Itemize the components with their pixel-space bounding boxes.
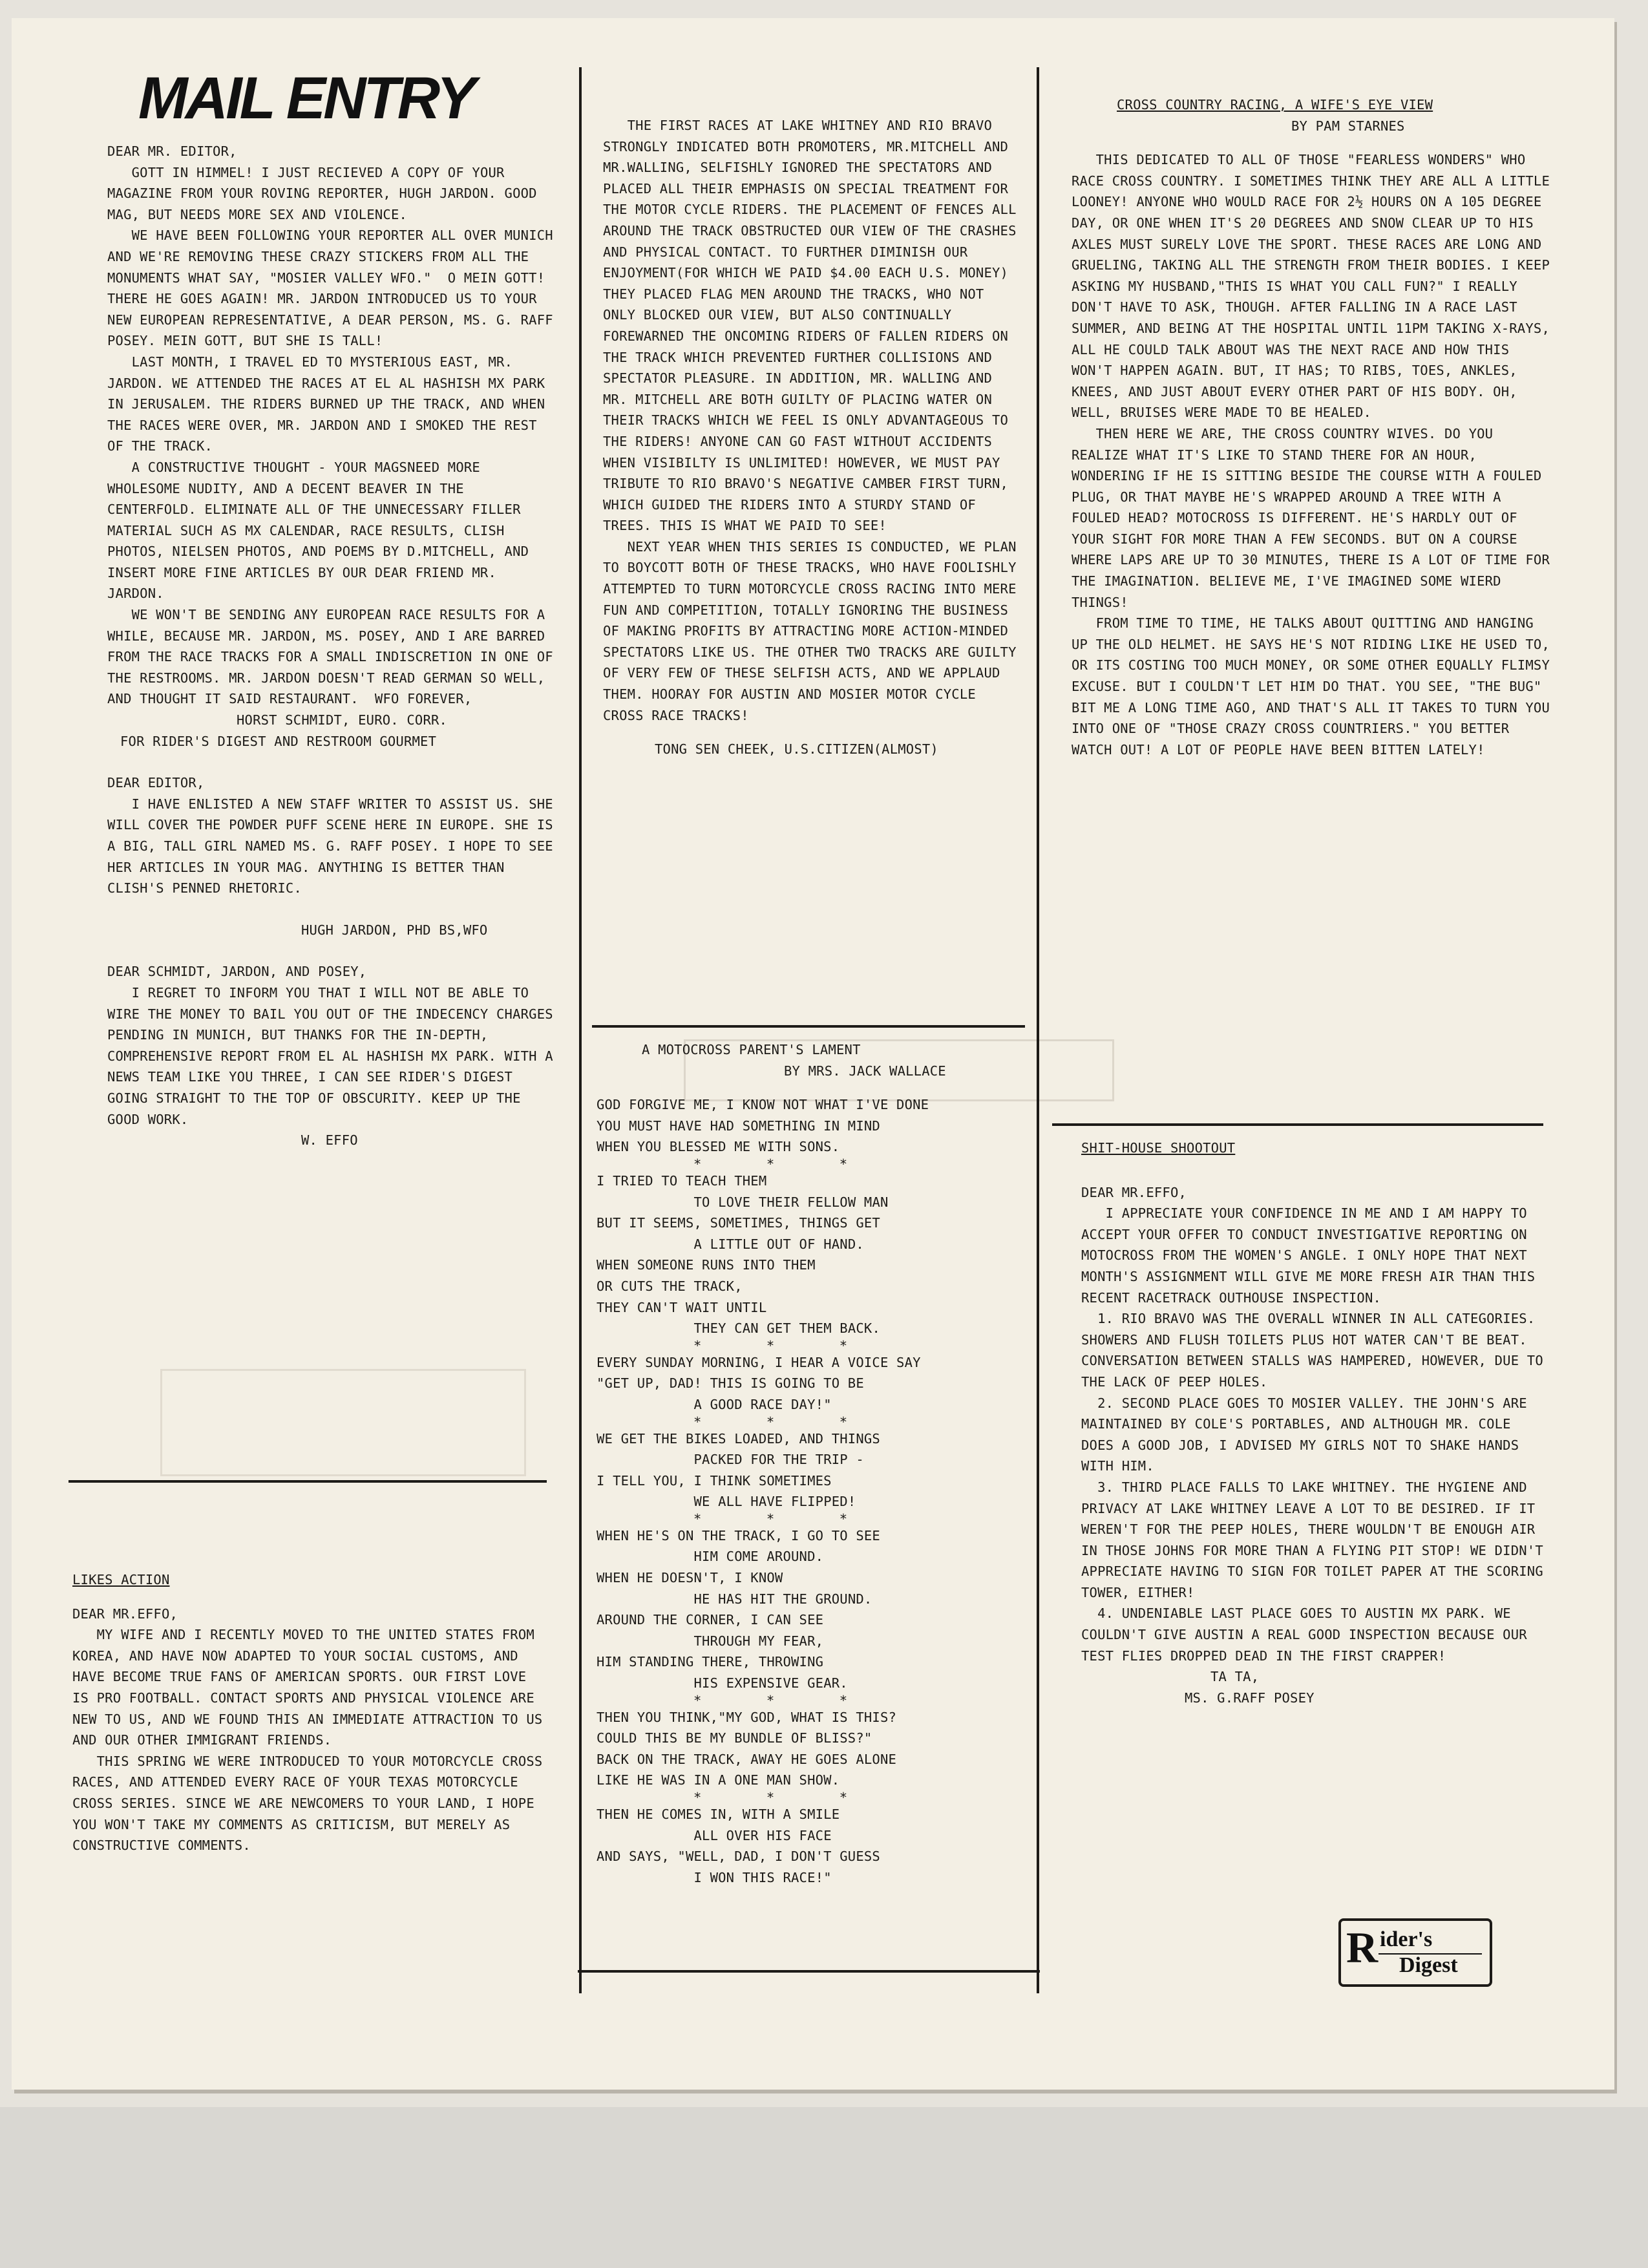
poem-line: I TRIED TO TEACH THEM — [597, 1172, 767, 1189]
poem-separator: * * * — [693, 1414, 848, 1430]
poem-line: AND SAYS, "WELL, DAD, I DON'T GUESS — [597, 1849, 880, 1865]
poem-separator: * * * — [693, 1790, 848, 1805]
right-column-lower — [1081, 1138, 1550, 1708]
section-divider — [1052, 1123, 1543, 1126]
article-shootout: DEAR MR.EFFO, I APPRECIATE YOUR CONFIDENCE IN ME AND I AM HAPPY TO ACCEPT YOUR OFFER TO CONDUCT INVESTIGATIVE REPORTING ON MOTOCROSS FROM THE WOMEN'S ANGLE. I ONLY HOPE THAT NEXT MONTH'S ASSIGNMENT WILL GIVE ME MORE FRESH AIR THAN THIS RECENT RACETRACK OUTHOUSE INSPECTION. 1. RIO BRAVO WAS THE OVERALL WINNER IN ALL CATEGORIES. SHOWERS AND FLUSH TOILETS PLUS HOT WATER CAN'T BE BEAT. CONVERSATION BETWEEN STALLS WAS HAMPERED, HOWEVER, DUE TO THE LACK OF PEEP HOLES. 2. SECOND PLACE GOES TO MOSIER VALLEY. THE JOHN'S ARE MAINTAINED BY COLE'S PORTABLES, AND ALTHOUGH MR. COLE DOES A GOOD JOB, I ADVISED MY GIRLS NOT TO SHAKE HANDS WITH HIM. 3. THIRD PLACE FALLS TO LAKE WHITNEY. THE HYGIENE AND PRIVACY AT LAKE WHITNEY LEAVE A LOT TO BE DESIRED. IF IT WEREN'T FOR THE PEEP HOLES, THERE WOULDN'T BE ENOUGH AIR IN THOSE JOHNS FOR MORE THAN A FLYING PIT STOP! WE DIDN'T APPRECIATE HAVING TO SIGN FOR TOILET PAPER AT THE SCORING TOWER, EITHER! 4. UNDENIABLE LAST PLACE GOES TO AUSTIN MX PARK. WE COULDN'T GIVE AUSTIN A REAL GOOD INSPECTION BECAUSE OUR TEST FLIES DROPPED DEAD IN THE FIRST CRAPPER! — [1081, 1184, 1543, 1664]
letter-likes-action: DEAR MR.EFFO, MY WIFE AND I RECENTLY MOVED TO THE UNITED STATES FROM KOREA, AND HAVE NOW ADAPTED TO YOUR SOCIAL CUSTOMS, AND HAVE BECOME TRUE FANS OF AMERICAN SPORTS. OUR FIRST LOVE IS PRO FOOTBALL. CONTACT SPORTS AND PHYSICAL VIOLENCE ARE NEW TO US, AND WE FOUND THIS AN IMMEDIATE ATTRACTION TO US AND OUR OTHER IMMIGRANT FRIENDS. THIS SPRING WE WERE INTRODUCED TO YOUR MOTORCYCLE CROSS RACES, AND ATTENDED EVERY RACE OF YOUR TEXAS MOTORCYCLE CROSS SERIES. SINCE WE ARE NEWCOMERS TO YOUR LAND, I HOPE YOU WON'T TAKE MY COMMENTS AS CRITICISM, BUT MERELY AS CONSTRUCTIVE COMMENTS. — [72, 1606, 543, 1854]
left-column-lower — [72, 1569, 547, 1856]
bleed-through-mark — [160, 1369, 526, 1476]
poem-line: OR CUTS THE TRACK, — [597, 1278, 743, 1294]
poem-line: PACKED FOR THE TRIP - — [597, 1452, 864, 1468]
section-divider — [69, 1480, 547, 1483]
masthead-title: MAIL ENTRY — [138, 65, 474, 131]
poem-line: I WON THIS RACE!" — [597, 1869, 832, 1885]
article-cross-country: THIS DEDICATED TO ALL OF THOSE "FEARLESS WONDERS" WHO RACE CROSS COUNTRY. I SOMETIMES THINK THEY ARE ALL A LITTLE LOONEY! ANYONE WHO WOULD RACE FOR 2½ HOURS ON A 105 DEGREE DAY, OR ONE WHEN IT'S 20 DEGREES AND SNOW CLEAR UP TO HIS AXLES MUST SURELY LOVE THE SPORT. THESE RACES ARE LONG AND GRUELING, TAKING ALL THE STRENGTH FROM THEIR BODIES. I KEEP ASKING MY HUSBAND,"THIS IS WHAT YOU CALL FUN?" I REALLY DON'T HAVE TO ASK, THOUGH. AFTER FALLING IN A RACE LAST SUMMER, AND BEING AT THE HOSPITAL UNTIL 11PM TAKING X-RAYS, ALL HE COULD TALK ABOUT WAS THE NEXT RACE AND HOW THIS WON'T HAPPEN AGAIN. BUT, IT HAS; TO RIBS, TOES, ANKLES, KNEES, AND JUST ABOUT EVERY OTHER PART OF HIS BODY. OH, WELL, BRUISES WERE MADE TO BE HEALED. THEN HERE WE ARE, THE CROSS COUNTRY WIVES. DO YOU REALIZE WHAT IT'S LIKE TO STAND THERE FOR AN HOUR, WONDERING IF HE IS SITTING BESIDE THE COURSE WITH A FOULED PLUG, OR THAT MAYBE HE'S WRAPPED AROUND A TREE WITH A FOULED HEAD? MOTOCROSS IS DIFFERENT. HE'S HARDLY OUT OF YOUR SIGHT FOR MORE THAN A FEW SECONDS. BUT ON A COURSE WHERE LAPS ARE UP TO 30 MINUTES, THERE IS A LOT OF TIME FOR THE IMAGINATION. BELIEVE ME, I'VE IMAGINED SOME WIERD THINGS! FROM TIME TO TIME, HE TALKS ABOUT QUITTING AND HANGING UP THE OLD HELMET. HE SAYS HE'S NOT RIDING LIKE HE USED TO, OR ITS COSTING TOO MUCH MONEY, OR SOME OTHER EQUALLY FLIMSY EXCUSE. BUT I COULDN'T LET HIM DO THAT. YOU SEE, "THE BUG" BIT ME A LONG TIME AGO, AND THAT'S ALL IT TAKES TO TURN YOU INTO ONE OF "THOSE CRAZY CROSS COUNTRIERS." YOU BETTER WATCH OUT! A LOT OF PEOPLE HAVE BEEN BITTEN LATELY! — [1072, 152, 1550, 758]
section-divider — [578, 1970, 1040, 1973]
poem-separator: * * * — [693, 1510, 848, 1527]
section-title-shit-house-shootout: SHIT-HOUSE SHOOTOUT — [1081, 1140, 1236, 1156]
column-divider — [1037, 67, 1039, 1993]
poem-line: AROUND THE CORNER, I CAN SEE — [597, 1612, 824, 1628]
poem-line: ALL OVER HIS FACE — [597, 1827, 832, 1843]
letter-signature: TONG SEN CHEEK, U.S.CITIZEN(ALMOST) — [655, 741, 938, 758]
poem-line: A LITTLE OUT OF HAND. — [597, 1236, 864, 1252]
poem-line: HIS EXPENSIVE GEAR. — [597, 1675, 848, 1691]
poem-line: YOU MUST HAVE HAD SOMETHING IN MIND — [597, 1118, 880, 1134]
poem-line: A GOOD RACE DAY!" — [597, 1396, 832, 1412]
poem-line: EVERY SUNDAY MORNING, I HEAR A VOICE SAY — [597, 1354, 921, 1370]
poem-line: I TELL YOU, I THINK SOMETIMES — [597, 1472, 832, 1489]
logo-text-line1: ider's — [1380, 1927, 1433, 1951]
letter-signature: W. EFFO — [301, 1132, 358, 1149]
letter-signature: FOR RIDER'S DIGEST AND RESTROOM GOURMET — [120, 733, 437, 749]
poem-line: "GET UP, DAD! THIS IS GOING TO BE — [597, 1375, 864, 1392]
poem-line: THEY CAN GET THEM BACK. — [597, 1320, 880, 1337]
poem-line: WHEN HE DOESN'T, I KNOW — [597, 1570, 783, 1586]
letter-continued: THE FIRST RACES AT LAKE WHITNEY AND RIO BRAVO STRONGLY INDICATED BOTH PROMOTERS, MR.MITCHELL AND MR.WALLING, SELFISHLY IGNORED THE SPECTATORS AND PLACED ALL THEIR EMPHASIS ON SPECIAL TREATMENT FOR THE MOTOR CYCLE RIDERS. THE PLACEMENT OF FENCES ALL AROUND THE TRACK OBSTRUCTED OUR VIEW OF THE CRASHES AND PHYSICAL CONTACT. TO FURTHER DIMINISH OUR ENJOYMENT(FOR WHICH WE PAID $4.00 EACH U.S. MONEY) THEY PLACED FLAG MEN AROUND THE TRACKS, WHO NOT ONLY BLOCKED OUR VIEW, BUT ALSO CONTINUALLY FOREWARNED THE ONCOMING RIDERS OF FALLEN RIDERS ON THE TRACK WHICH PREVENTED FURTHER COLLISIONS AND SPECTATOR PLEASURE. IN ADDITION, MR. WALLING AND MR. MITCHELL ARE BOTH GUILTY OF PLACING WATER ON THEIR TRACKS WHICH WE FEEL IS ONLY ADVANTAGEOUS TO THE RIDERS! ANYONE CAN GO FAST WITHOUT ACCIDENTS WHEN VISIBILTY IS UNLIMITED! HOWEVER, WE MUST PAY TRIBUTE TO RIO BRAVO'S NEGATIVE CAMBER FIRST TURN, WHICH GUIDED THE RIDERS INTO A STURDY STAND OF TREES. THIS IS WHAT WE PAID TO SEE! NEXT YEAR WHEN THIS SERIES IS CONDUCTED, WE PLAN TO BOYCOTT BOTH OF THESE TRACKS, WHO HAVE FOOLISHLY ATTEMPTED TO TURN MOTORCYCLE CROSS RACING INTO MERE FUN AND COMPETITION, TOTALLY IGNORING THE BUSINESS OF MAKING PROFITS BY ATTRACTING MORE ACTION-MINDED SPECTATORS LIKE US. THE OTHER TWO TRACKS ARE GUILTY OF VERY FEW OF THESE SELFISH ACTS, AND WE APPLAUD THEM. HOORAY FOR AUSTIN AND MOSIER MOTOR CYCLE CROSS RACE TRACKS! — [603, 118, 1017, 723]
poem-line: THEY CAN'T WAIT UNTIL — [597, 1299, 767, 1315]
letter-hugh-jardon: DEAR EDITOR, I HAVE ENLISTED A NEW STAFF WRITER TO ASSIST US. SHE WILL COVER THE POWDER PUFF SCENE HERE IN EUROPE. SHE IS A BIG, TALL GIRL NAMED MS. G. RAFF POSEY. I HOPE TO SEE HER ARTICLES IN YOUR MAG. ANYTHING IS BETTER THAN CLISH'S PENNED RHETORIC. — [107, 775, 553, 896]
letter-closing: TA TA, — [1210, 1669, 1260, 1685]
article-byline: BY PAM STARNES — [1291, 118, 1405, 134]
poem-block — [597, 1039, 1026, 1888]
logo-letter: R — [1346, 1923, 1379, 1972]
poem-separator: * * * — [693, 1156, 848, 1172]
article-title-cross-country: CROSS COUNTRY RACING, A WIFE'S EYE VIEW — [1117, 97, 1433, 112]
letter-signature: HUGH JARDON, PHD BS,WFO — [301, 922, 488, 938]
riders-digest-logo — [1338, 1918, 1492, 1987]
section-title-likes-action: LIKES ACTION — [72, 1572, 170, 1587]
section-divider — [592, 1025, 1025, 1028]
poem-line: THEN HE COMES IN, WITH A SMILE — [597, 1807, 840, 1822]
letter-horst-schmidt: DEAR MR. EDITOR, GOTT IN HIMMEL! I JUST RECIEVED A COPY OF YOUR MAGAZINE FROM YOUR ROVING REPORTER, HUGH JARDON. GOOD MAG, BUT NEEDS MORE SEX AND VIOLENCE. WE HAVE BEEN FOLLOWING YOUR REPORTER ALL OVER MUNICH AND WE'RE REMOVING THESE CRAZY STICKERS FROM ALL THE MONUMENTS WHAT SAY, "MOSIER VALLEY WFO." O MEIN GOTT! THERE HE GOES AGAIN! MR. JARDON INTRODUCED US TO YOUR NEW EUROPEAN REPRESENTATIVE, A DEAR PERSON, MS. G. RAFF POSEY. MEIN GOTT, BUT SHE IS TALL! LAST MONTH, I TRAVEL ED TO MYSTERIOUS EAST, MR. JARDON. WE ATTENDED THE RACES AT EL AL HASHISH MX PARK IN JERUSALEM. THE RIDERS BURNED UP THE TRACK, AND WHEN THE RACES WERE OVER, MR. JARDON AND I SMOKED THE REST OF THE TRACK. A CONSTRUCTIVE THOUGHT - YOUR MAGSNEED MORE WHOLESOME NUDITY, AND A DECENT BEAVER IN THE CENTERFOLD. ELIMINATE ALL OF THE UNNECESSARY FILLER MATERIAL SUCH AS MX CALENDAR, RACE RESULTS, CLISH PHOTOS, NIELSEN PHOTOS, AND POEMS BY D.MITCHELL, AND INSERT MORE FINE ARTICLES BY OUR DEAR FRIEND MR. JARDON. WE WON'T BE SENDING ANY EUROPEAN RACE RESULTS FOR A WHILE, BECAUSE MR. JARDON, MS. POSEY, AND I ARE BARRED FROM THE RACE TRACKS FOR A SMALL INDISCRETION IN ONE OF THE RESTROOMS. MR. JARDON DOESN'T READ GERMAN SO WELL, AND THOUGHT IT SAID RESTAURANT. WFO FOREVER, — [107, 143, 553, 707]
reply-w-effo: DEAR SCHMIDT, JARDON, AND POSEY, I REGRET TO INFORM YOU THAT I WILL NOT BE ABLE TO WIRE THE MONEY TO BAIL YOU OUT OF THE INDECENCY CHARGES PENDING IN MUNICH, BUT THANKS FOR THE IN-DEPTH, COMPREHENSIVE REPORT FROM EL AL HASHISH MX PARK. WITH A NEWS TEAM LIKE YOU THREE, I CAN SEE RIDER'S DIGEST GOING STRAIGHT TO THE TOP OF OBSCURITY. KEEP UP THE GOOD WORK. — [107, 964, 553, 1127]
poem-line: HE HAS HIT THE GROUND. — [597, 1591, 872, 1607]
poem-line: HIM STANDING THERE, THROWING — [597, 1654, 824, 1670]
poem-separator: * * * — [693, 1692, 848, 1708]
poem-title: A MOTOCROSS PARENT'S LAMENT — [642, 1042, 861, 1057]
poem-line: WE ALL HAVE FLIPPED! — [597, 1494, 856, 1510]
poem-lines — [597, 1094, 1026, 1888]
poem-line: WHEN SOMEONE RUNS INTO THEM — [597, 1257, 816, 1273]
poem-line: GOD FORGIVE ME, I KNOW NOT WHAT I'VE DONE — [597, 1097, 929, 1113]
poem-byline: BY MRS. JACK WALLACE — [784, 1063, 946, 1079]
poem-line: COULD THIS BE MY BUNDLE OF BLISS?" — [597, 1730, 872, 1746]
poem-line: TO LOVE THEIR FELLOW MAN — [597, 1194, 889, 1210]
middle-column — [603, 115, 1023, 760]
poem-line: HIM COME AROUND. — [597, 1549, 824, 1565]
magazine-page — [12, 18, 1614, 2090]
poem-line: THEN YOU THINK,"MY GOD, WHAT IS THIS? — [597, 1709, 897, 1725]
poem-line: BUT IT SEEMS, SOMETIMES, THINGS GET — [597, 1215, 880, 1231]
poem-separator: * * * — [693, 1337, 848, 1353]
left-column — [107, 141, 553, 1151]
poem-line: BACK ON THE TRACK, AWAY HE GOES ALONE — [597, 1751, 897, 1767]
background-table — [0, 2107, 1648, 2268]
poem-line: WHEN HE'S ON THE TRACK, I GO TO SEE — [597, 1527, 880, 1543]
letter-signature: HORST SCHMIDT, EURO. CORR. — [237, 712, 448, 728]
right-column — [1072, 94, 1553, 760]
poem-line: WE GET THE BIKES LOADED, AND THINGS — [597, 1430, 880, 1447]
column-divider — [579, 67, 582, 1993]
logo-text-line2: Digest — [1399, 1953, 1458, 1977]
poem-line: WHEN YOU BLESSED ME WITH SONS. — [597, 1139, 840, 1155]
poem-line: THROUGH MY FEAR, — [597, 1633, 824, 1649]
poem-line: LIKE HE WAS IN A ONE MAN SHOW. — [597, 1772, 840, 1788]
letter-signature: MS. G.RAFF POSEY — [1185, 1690, 1315, 1706]
